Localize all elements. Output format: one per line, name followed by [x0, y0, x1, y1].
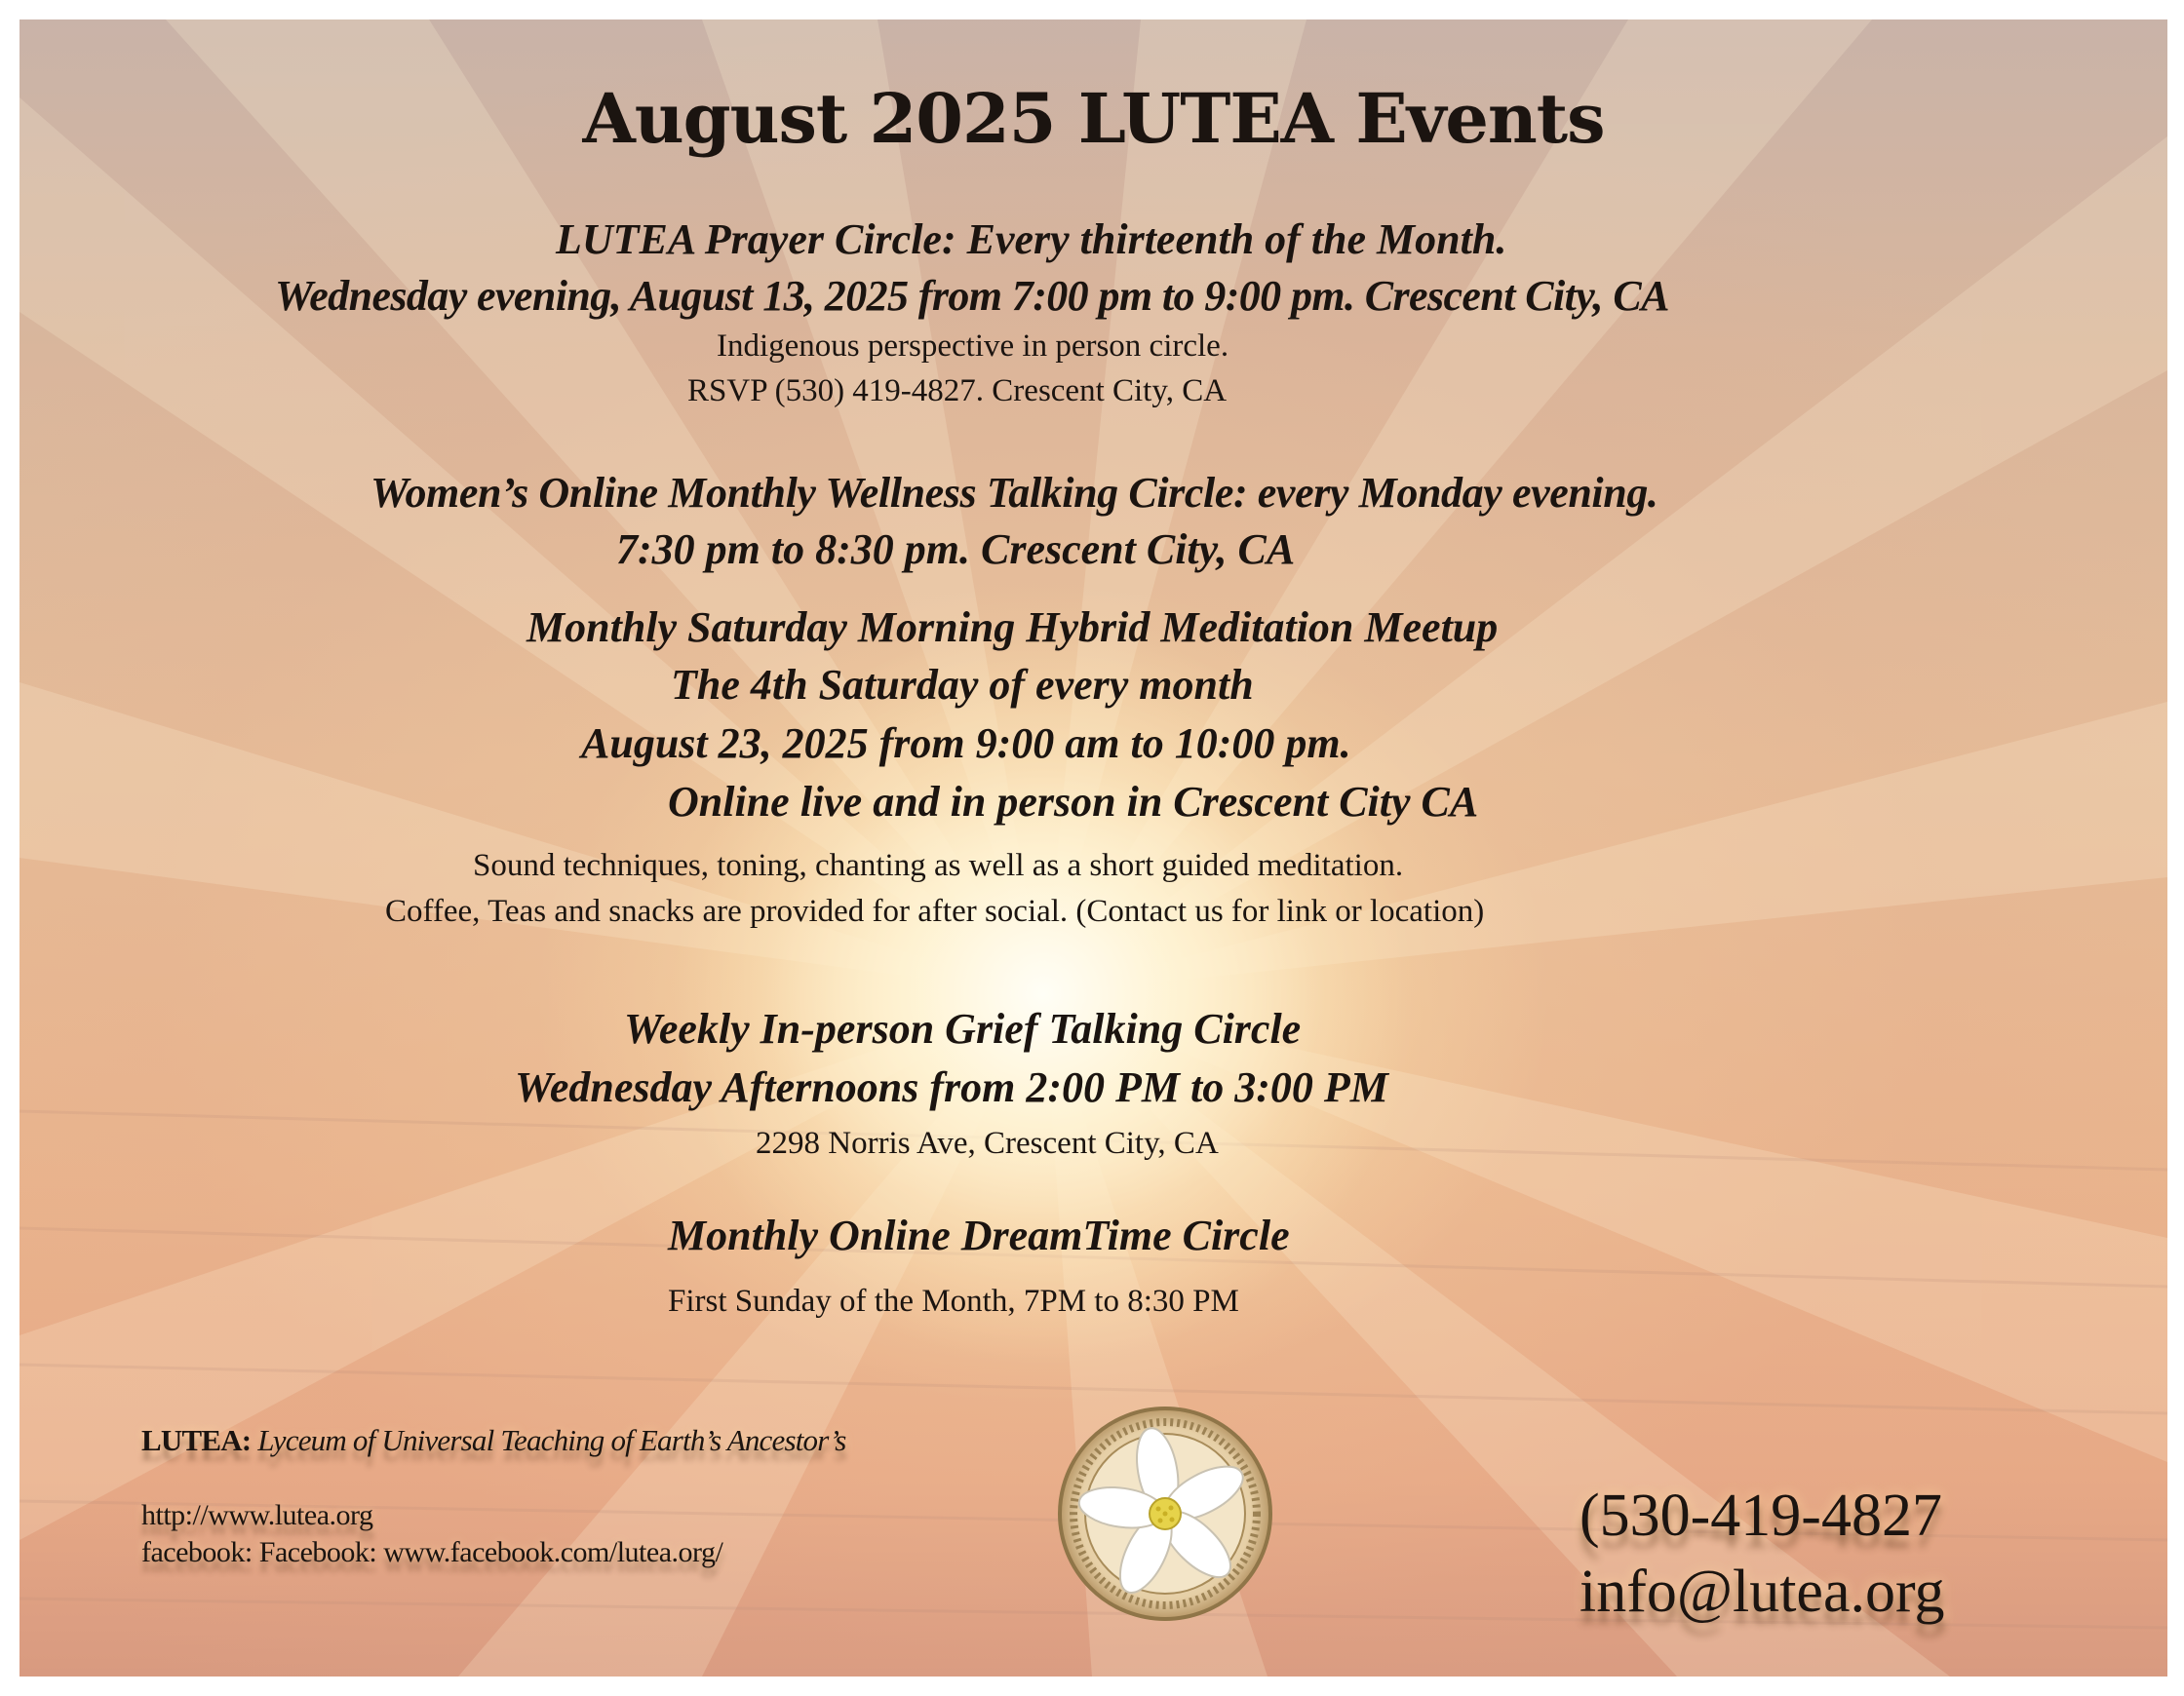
event-meditation-location: Online live and in person in Crescent City CA — [668, 778, 1479, 826]
event-womens-circle-time: 7:30 pm to 8:30 pm. Crescent City, CA — [616, 525, 1296, 573]
contact-phone[interactable]: (530-419-4827 — [1580, 1483, 1942, 1549]
event-grief-circle-address: 2298 Norris Ave, Crescent City, CA — [756, 1126, 1219, 1161]
flyer-content — [20, 19, 2167, 1677]
event-prayer-circle-detail: Indigenous perspective in person circle. — [717, 328, 1229, 364]
event-prayer-circle-heading: LUTEA Prayer Circle: Every thirteenth of the Month. — [556, 215, 1507, 263]
event-prayer-circle-time: Wednesday evening, August 13, 2025 from 7:00 pm to 9:00 pm. Crescent City, CA — [275, 272, 1669, 320]
flyer-title: August 2025 LUTEA Events — [582, 78, 1605, 159]
event-meditation-social: Coffee, Teas and snacks are provided for after social. (Contact us for link or location) — [385, 894, 1485, 929]
event-grief-circle-time: Wednesday Afternoons from 2:00 PM to 3:00 PM — [515, 1063, 1388, 1111]
organization-full-name: Lyceum of Universal Teaching of Earth’s Ancestor’s — [257, 1423, 846, 1457]
contact-email[interactable]: info@lutea.org — [1580, 1559, 1945, 1625]
event-meditation-schedule: The 4th Saturday of every month — [671, 661, 1254, 709]
organization-info — [141, 1423, 845, 1569]
event-prayer-circle-rsvp: RSVP (530) 419-4827. Crescent City, CA — [687, 373, 1228, 408]
white-lily-medallion-icon — [1053, 1402, 1277, 1626]
event-grief-circle-heading: Weekly In-person Grief Talking Circle — [624, 1005, 1302, 1053]
event-meditation-detail: Sound techniques, toning, chanting as well as a short guided meditation. — [473, 848, 1404, 883]
event-meditation-heading: Monthly Saturday Morning Hybrid Meditation Meetup — [526, 603, 1499, 651]
organization-name — [141, 1423, 845, 1458]
organization-short-name: LUTEA: — [141, 1423, 252, 1457]
facebook-link[interactable]: facebook: Facebook: www.facebook.com/lutea.org/ — [141, 1536, 723, 1568]
event-flyer — [20, 19, 2167, 1677]
event-meditation-date: August 23, 2025 from 9:00 am to 10:00 pm. — [581, 719, 1351, 767]
event-dreamtime-heading: Monthly Online DreamTime Circle — [668, 1212, 1290, 1259]
event-dreamtime-detail: First Sunday of the Month, 7PM to 8:30 PM — [668, 1284, 1239, 1319]
event-womens-circle-heading: Women’s Online Monthly Wellness Talking Circle: every Monday evening. — [370, 469, 1658, 517]
website-link[interactable]: http://www.lutea.org — [141, 1499, 373, 1531]
